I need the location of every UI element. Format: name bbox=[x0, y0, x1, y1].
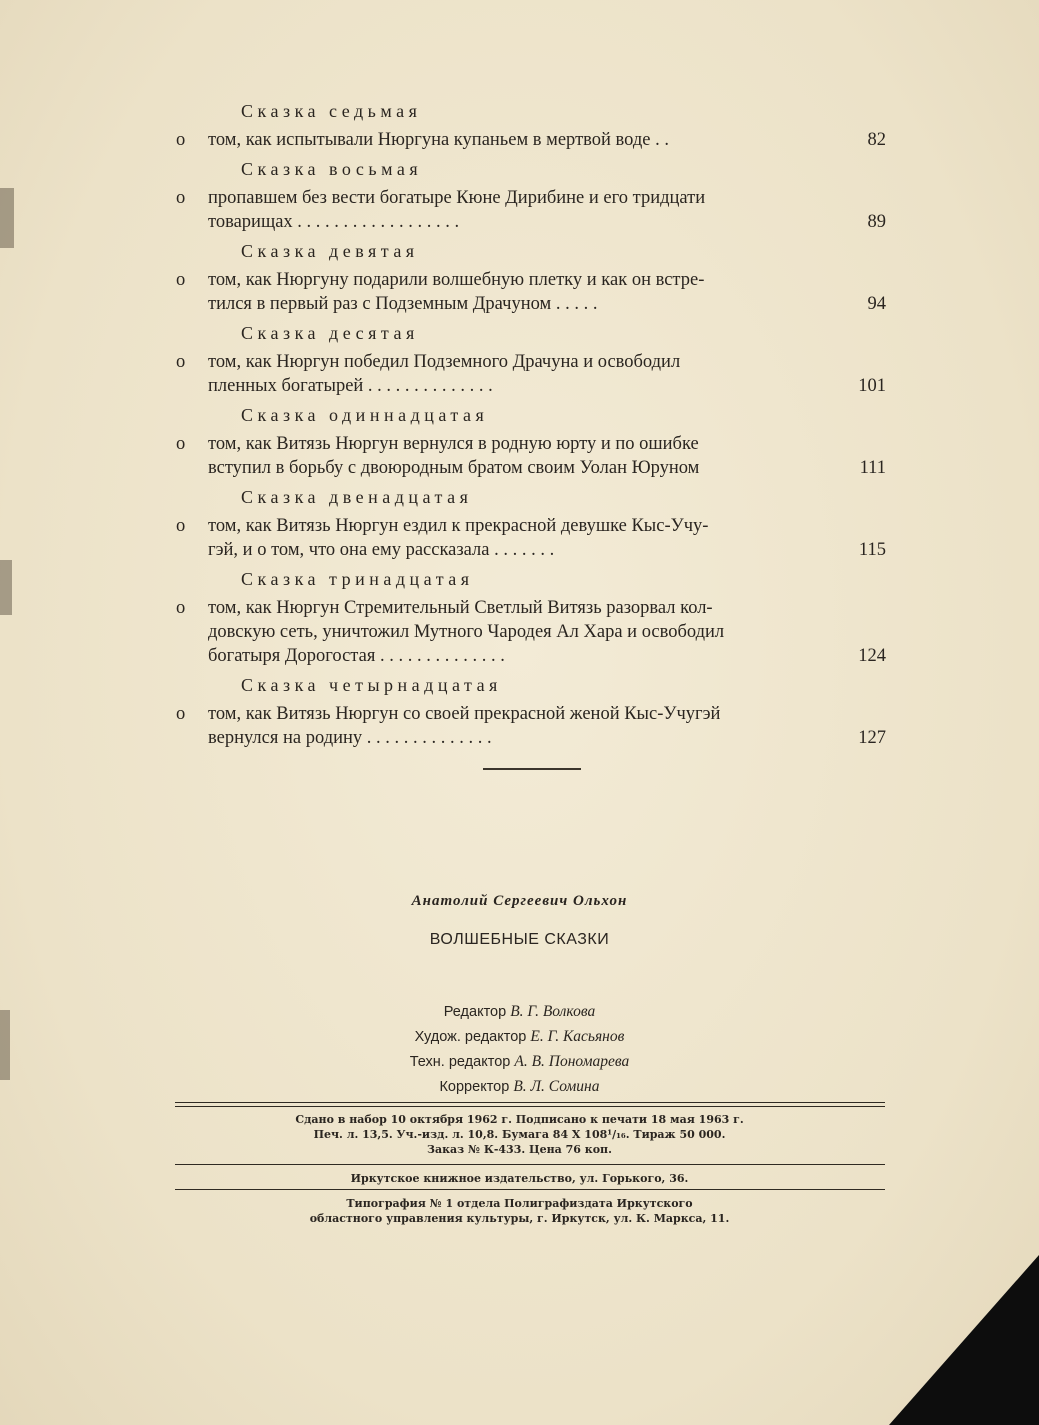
toc-prefix: о bbox=[176, 352, 186, 372]
credit-tech-editor: Техн. редактор А. В. Пономарева bbox=[409, 1053, 630, 1070]
imprint-rule bbox=[175, 1164, 885, 1165]
toc-description bbox=[176, 432, 886, 480]
toc-line: том, как Нюргун победил Подземного Драчуна и освободил bbox=[208, 352, 681, 372]
toc-page-number: 115 bbox=[858, 540, 886, 560]
torn-corner bbox=[889, 1255, 1039, 1425]
imprint-rule bbox=[175, 1102, 885, 1103]
toc-line: гэй, и о том, что она ему рассказала . . . . . . . bbox=[208, 540, 555, 560]
book-title: ВОЛШЕБНЫЕ СКАЗКИ bbox=[429, 931, 610, 948]
toc-entry bbox=[176, 100, 886, 152]
binding-mark bbox=[0, 188, 14, 248]
printer-info: Типография № 1 отдела Полиграфиздата Иркутского областного управления культуры, г. Иркутск, ул. К. Маркса, 11. bbox=[309, 1197, 730, 1225]
toc-line: пропавшем без вести богатыре Кюне Дирибине и его тридцати bbox=[208, 188, 706, 208]
toc-heading: Сказка девятая bbox=[241, 241, 419, 261]
toc-line: том, как Нюргуну подарили волшебную плетку и как он встре- bbox=[208, 270, 705, 290]
toc-entry bbox=[176, 240, 886, 316]
credit-art-editor: Худож. редактор Е. Г. Касьянов bbox=[414, 1028, 625, 1045]
author-name: Анатолий Сергеевич Ольхон bbox=[411, 893, 628, 909]
toc-heading: Сказка четырнадцатая bbox=[241, 675, 502, 695]
toc-line: том, как Витязь Нюргун со своей прекрасной женой Кыс-Учугэй bbox=[208, 704, 721, 724]
toc-line: пленных богатырей . . . . . . . . . . . . . . bbox=[208, 376, 493, 396]
toc-page-number: 82 bbox=[867, 130, 886, 150]
credit-proofreader: Корректор В. Л. Сомина bbox=[439, 1078, 600, 1095]
credits-block bbox=[0, 999, 1039, 1099]
toc-description bbox=[176, 596, 886, 668]
toc-description bbox=[176, 702, 886, 750]
binding-mark bbox=[0, 560, 12, 615]
toc-line: том, как Витязь Нюргун ездил к прекрасной девушке Кыс-Учу- bbox=[208, 516, 709, 536]
toc-prefix: о bbox=[176, 598, 186, 618]
toc-line: том, как испытывали Нюргуна купаньем в мертвой воде . . bbox=[208, 130, 669, 150]
toc-description bbox=[176, 268, 886, 316]
toc-page-number: 124 bbox=[858, 646, 886, 666]
toc-prefix: о bbox=[176, 516, 186, 536]
toc-page-number: 101 bbox=[858, 376, 886, 396]
toc-heading: Сказка седьмая bbox=[241, 101, 422, 121]
toc-heading: Сказка одиннадцатая bbox=[241, 405, 489, 425]
toc-prefix: о bbox=[176, 434, 186, 454]
toc-line: богатыря Дорогостая . . . . . . . . . . . . . . bbox=[208, 646, 505, 666]
publisher-info: Иркутское книжное издательство, ул. Горького, 36. bbox=[350, 1172, 689, 1185]
toc-heading: Сказка десятая bbox=[241, 323, 419, 343]
toc-line: вступил в борьбу с двоюродным братом своим Уолан Юруном bbox=[208, 458, 700, 478]
toc-line: довскую сеть, уничтожил Мутного Чародея Ал Хара и освободил bbox=[208, 622, 725, 642]
toc-heading: Сказка двенадцатая bbox=[241, 487, 473, 507]
toc-page-number: 94 bbox=[867, 294, 886, 314]
toc-entry bbox=[176, 158, 886, 234]
toc-prefix: о bbox=[176, 704, 186, 724]
toc-page-number: 111 bbox=[859, 458, 886, 478]
toc-prefix: о bbox=[176, 188, 186, 208]
table-of-contents bbox=[176, 100, 886, 756]
imprint-rule bbox=[175, 1189, 885, 1190]
toc-entry bbox=[176, 404, 886, 480]
credit-editor: Редактор В. Г. Волкова bbox=[443, 1003, 596, 1020]
print-info: Сдано в набор 10 октября 1962 г. Подписано к печати 18 мая 1963 г. Печ. л. 13,5. Уч.-изд. л. 10,8. Бумага 84 X 108¹/₁₆. Тираж 50 000. Заказ № К-433. Цена 76 коп. bbox=[295, 1113, 744, 1156]
toc-line: товарищах . . . . . . . . . . . . . . . . . . bbox=[208, 212, 460, 232]
toc-entry bbox=[176, 568, 886, 668]
toc-description bbox=[176, 186, 886, 234]
toc-heading: Сказка тринадцатая bbox=[241, 569, 474, 589]
toc-description bbox=[176, 350, 886, 398]
toc-description bbox=[176, 514, 886, 562]
section-divider bbox=[483, 768, 581, 770]
toc-prefix: о bbox=[176, 130, 186, 150]
toc-line: том, как Витязь Нюргун вернулся в родную юрту и по ошибке bbox=[208, 434, 699, 454]
toc-description bbox=[176, 128, 886, 152]
imprint-rule bbox=[175, 1106, 885, 1107]
toc-entry bbox=[176, 322, 886, 398]
toc-entry bbox=[176, 486, 886, 562]
toc-line: тился в первый раз с Подземным Драчуном . . . . . bbox=[208, 294, 598, 314]
toc-page-number: 89 bbox=[867, 212, 886, 232]
toc-prefix: о bbox=[176, 270, 186, 290]
toc-page-number: 127 bbox=[858, 728, 886, 748]
toc-line: том, как Нюргун Стремительный Светлый Витязь разорвал кол- bbox=[208, 598, 713, 618]
toc-entry bbox=[176, 674, 886, 750]
toc-heading: Сказка восьмая bbox=[241, 159, 423, 179]
toc-line: вернулся на родину . . . . . . . . . . . . . . bbox=[208, 728, 492, 748]
